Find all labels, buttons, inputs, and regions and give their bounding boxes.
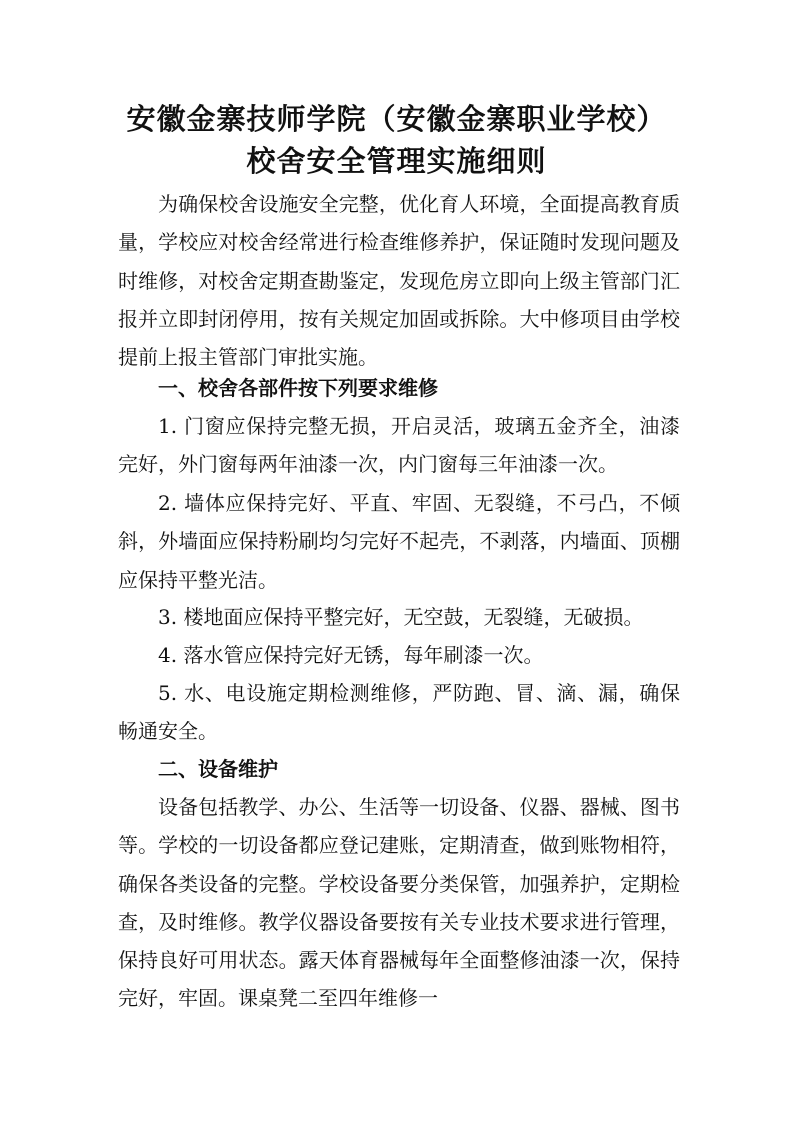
document-title-line-1: 安徽金寨技师学院（安徽金寨职业学校）: [126, 102, 667, 136]
intro-paragraph: 为确保校舍设施安全完整，优化育人环境，全面提高教育质量，学校应对校舍经常进行检查维修养护，保证随时发现问题及时维修，对校舍定期查勘鉴定，发现危房立即向上级主管部门汇报并立即封闭停用，按有关规定加固或拆除。大中修项目由学校提前上报主管部门审批实施。: [118, 192, 680, 370]
document-title-line-2: 校舍安全管理实施细则: [246, 144, 547, 178]
section-1-item: 5. 水、电设施定期检测维修，严防跑、冒、滴、漏，确保畅通安全。: [118, 681, 680, 744]
section-1-item: 1. 门窗应保持完整无损，开启灵活，玻璃五金齐全，油漆完好，外门窗每两年油漆一次，内门窗每三年油漆一次。: [118, 414, 680, 477]
section-1-item: 2. 墙体应保持完好、平直、牢固、无裂缝，不弓凸，不倾斜，外墙面应保持粉刷均匀完好不起壳，不剥落，内墙面、顶棚应保持平整光洁。: [118, 491, 680, 592]
section-1-heading: 一、校舍各部件按下列要求维修: [158, 376, 438, 400]
section-1-item: 4. 落水管应保持完好无锈，每年刷漆一次。: [158, 643, 544, 667]
section-2-heading: 二、设备维护: [158, 757, 278, 781]
section-2-paragraph: 设备包括教学、办公、生活等一切设备、仪器、器械、图书等。学校的一切设备都应登记建账，定期清查，做到账物相符，确保各类设备的完整。学校设备要分类保管，加强养护，定期检查，及时维修。教学仪器设备要按有关专业技术要求进行管理，保持良好可用状态。露天体育器械每年全面整修油漆一次，保持完好，牢固。课桌凳二至四年维修一: [118, 795, 680, 1011]
section-1-item: 3. 楼地面应保持平整完好，无空鼓，无裂缝，无破损。: [158, 605, 644, 629]
